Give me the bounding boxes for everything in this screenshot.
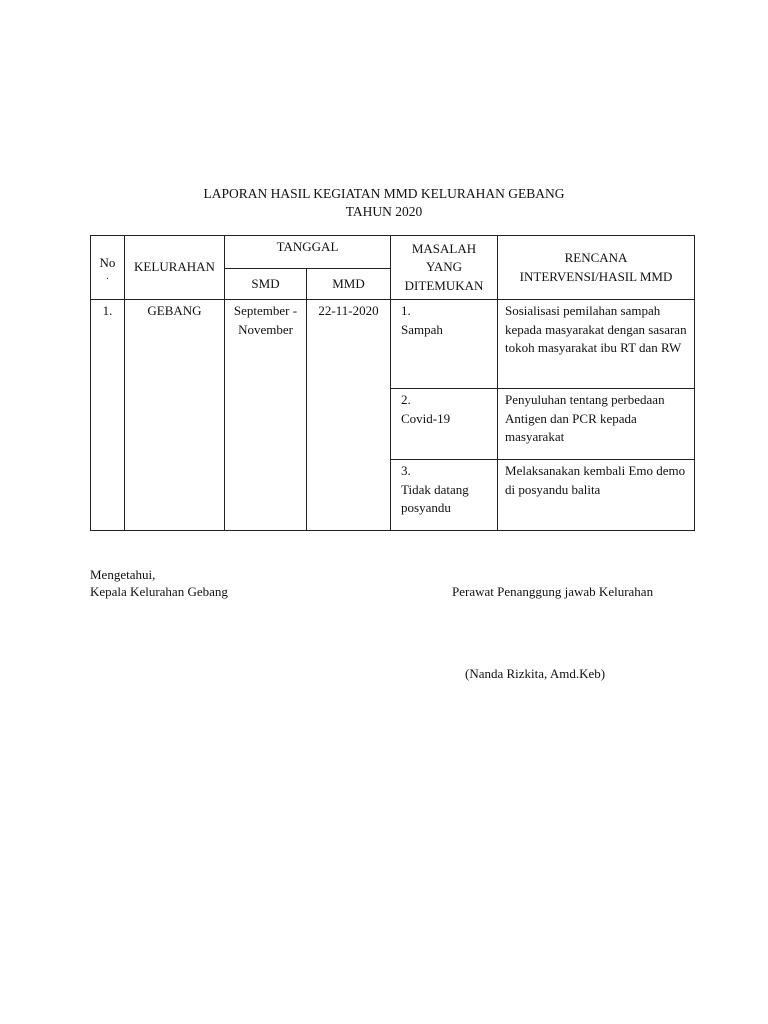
plan-cell: Melaksanakan kembali Emo demo di posyandu balita xyxy=(498,460,695,531)
row-no: 1. xyxy=(91,300,125,531)
header-smd: SMD xyxy=(225,269,307,300)
row-kelurahan: GEBANG xyxy=(125,300,225,531)
problem-cell xyxy=(391,460,498,531)
problem-number: 1. xyxy=(401,303,411,318)
signatory-name: (Nanda Rizkita, Amd.Keb) xyxy=(465,666,606,681)
header-no-label: No xyxy=(99,255,116,271)
problem-cell xyxy=(391,389,498,460)
table-header-row xyxy=(91,236,695,269)
header-rencana: RENCANA INTERVENSI/HASIL MMD xyxy=(498,236,695,300)
report-table xyxy=(90,235,695,531)
nurse-label: Perawat Penanggung jawab Kelurahan xyxy=(452,584,654,599)
header-no xyxy=(91,236,125,300)
village-head-label: Kepala Kelurahan Gebang xyxy=(90,584,228,599)
table-row xyxy=(91,300,695,389)
report-year: TAHUN 2020 xyxy=(345,204,423,219)
problem-cell xyxy=(391,300,498,389)
row-mmd: 22-11-2020 xyxy=(307,300,391,531)
problem-number: 3. xyxy=(401,463,411,478)
header-tanggal: TANGGAL xyxy=(225,236,391,269)
problem-text: Tidak datang posyandu xyxy=(401,481,469,515)
row-smd: September - November xyxy=(225,300,307,531)
plan-cell: Sosialisasi pemilahan sampah kepada masyarakat dengan sasaran tokoh masyarakat ibu RT dan RW xyxy=(498,300,695,389)
problem-number: 2. xyxy=(401,392,411,407)
problem-text: Covid-19 xyxy=(401,410,451,426)
problem-text: Sampah xyxy=(401,321,443,337)
header-masalah: MASALAH YANG DITEMUKAN xyxy=(391,236,498,300)
header-kelurahan: KELURAHAN xyxy=(125,236,225,300)
acknowledged-label: Mengetahui, xyxy=(90,567,156,582)
header-no-dot: . xyxy=(106,270,109,282)
report-title: LAPORAN HASIL KEGIATAN MMD KELURAHAN GEBANG xyxy=(203,186,565,201)
plan-cell: Penyuluhan tentang perbedaan Antigen dan PCR kepada masyarakat xyxy=(498,389,695,460)
header-mmd: MMD xyxy=(307,269,391,300)
